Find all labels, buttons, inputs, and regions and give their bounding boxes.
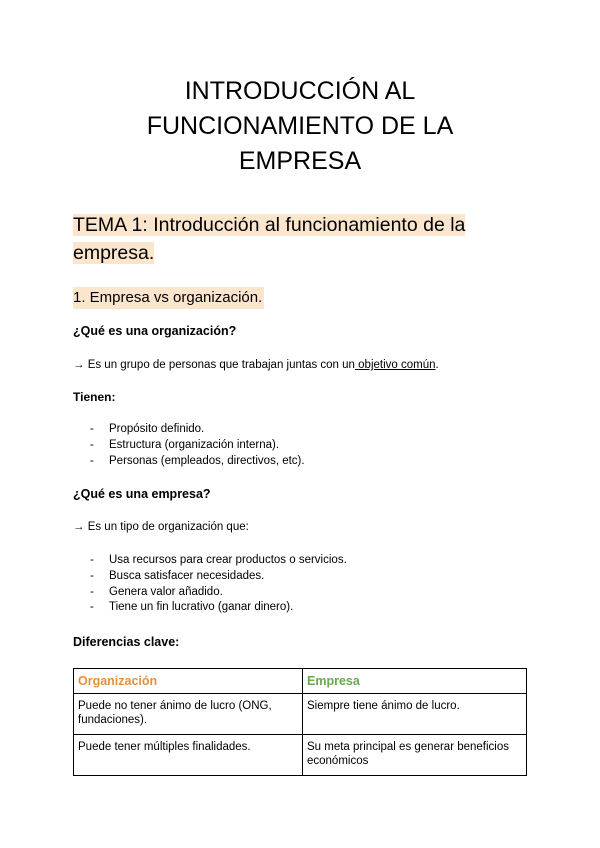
header-empresa: Empresa — [303, 669, 527, 694]
empresa-list — [90, 553, 347, 616]
title-line-1: INTRODUCCIÓN AL — [184, 77, 416, 105]
objetivo-comun-underlined: objetivo común — [354, 359, 436, 371]
question-organizacion: ¿Qué es una organización? — [73, 324, 237, 338]
table-cell: Siempre tiene ánimo de lucro. — [303, 694, 527, 735]
comparison-table — [73, 668, 527, 776]
diferencias-label: Diferencias clave: — [73, 635, 180, 649]
list-item: - Genera valor añadido. — [90, 585, 347, 601]
definition-organizacion-end: . — [435, 359, 439, 371]
tema-heading — [73, 211, 533, 267]
list-item: - Usa recursos para crear productos o servicios. — [90, 553, 347, 569]
list-item: - Estructura (organización interna). — [90, 438, 305, 454]
definition-empresa: → Es un tipo de organización que: — [73, 521, 249, 533]
tema-heading-line-1: TEMA 1: Introducción al funcionamiento de la — [73, 214, 466, 236]
table-cell: Puede tener múltiples finalidades. — [74, 735, 303, 776]
table-row — [74, 735, 527, 776]
title-line-2: FUNCIONAMIENTO DE LA — [146, 112, 454, 140]
header-organizacion: Organización — [74, 669, 303, 694]
tema-heading-line-2: empresa. — [73, 242, 155, 264]
question-empresa: ¿Qué es una empresa? — [73, 487, 211, 501]
table-header-row — [74, 669, 527, 694]
list-item: - Busca satisfacer necesidades. — [90, 569, 347, 585]
table-cell: Su meta principal es generar beneficios económicos — [303, 735, 527, 776]
definition-organizacion-text: → Es un grupo de personas que trabajan juntas con un — [73, 359, 355, 371]
list-item: - Propósito definido. — [90, 422, 305, 438]
tienen-list — [90, 422, 305, 469]
document-title — [0, 74, 600, 179]
list-item: - Tiene un fin lucrativo (ganar dinero). — [90, 600, 347, 616]
tienen-label: Tienen: — [73, 390, 116, 404]
title-line-3: EMPRESA — [238, 147, 362, 175]
table-cell: Puede no tener ánimo de lucro (ONG, fundaciones). — [74, 694, 303, 735]
table-row — [74, 694, 527, 735]
section-heading: 1. Empresa vs organización. — [73, 287, 264, 309]
definition-organizacion — [73, 358, 439, 373]
list-item: - Personas (empleados, directivos, etc). — [90, 454, 305, 470]
